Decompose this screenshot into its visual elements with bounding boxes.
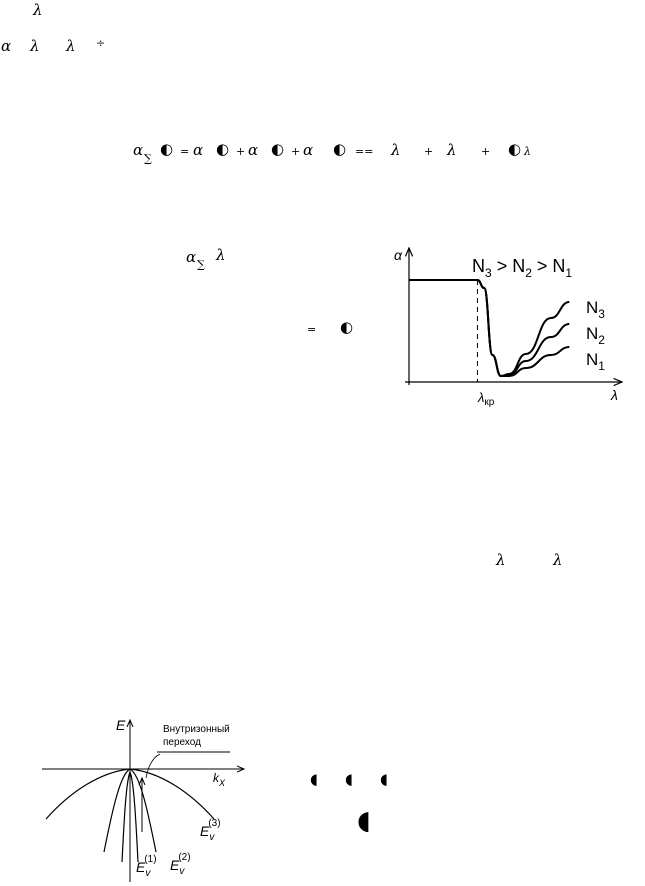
band-structure-diagram [40,712,250,882]
transition-label: Внутризонный [163,724,230,735]
eq-lambda-2: λ [447,141,457,159]
ev1-label: $E_v(1)$ [136,854,157,879]
top-alpha: α [1,37,12,55]
x-axis-label: λ [611,387,618,403]
eq-double-equals: == [355,145,374,158]
mid2-lambda-1: λ [496,551,506,569]
ev3-label: $E_v(3)$ [200,818,221,843]
bottom-glyph-1: ◖ [310,770,318,788]
bottom-glyph-big: ◖ [357,806,371,836]
top-lambda-3: λ [66,37,76,55]
critical-wavelength-label: $\lambda_{кр}$ [478,390,495,408]
mid2-lambda-2: λ [553,551,563,569]
eq-alpha-3: α [303,141,314,159]
light-band-right [130,769,156,852]
series-n1 [409,280,569,376]
top-divide: ÷ [96,37,106,50]
top-lambda-1: λ [33,1,43,19]
eq-alpha-2: α [248,141,259,159]
eq-plus-1: + [236,145,246,158]
split-band-right [130,772,138,862]
eq-plus-2: + [291,145,301,158]
absorption-chart [390,240,630,420]
bottom-glyph-2: ◖ [345,770,353,788]
eq-alpha-sigma: α [133,141,144,159]
kx-label: $k_X$ [213,771,226,788]
split-band-left [122,772,130,862]
transition-label-2: переход [163,737,201,748]
top-lambda-2: λ [30,37,40,55]
eq-glyph-5: ◐ [508,140,522,158]
eq-lambda-tail: λ [524,145,531,158]
mid-sigma-sub: ∑ [197,258,205,271]
eq-glyph-4: ◐ [333,140,347,158]
label-n3: $N_3$ [586,298,605,321]
bottom-glyph-3: ◖ [380,770,388,788]
eq-glyph-2: ◐ [216,140,230,158]
eq-lambda-1: λ [391,141,401,159]
mid-glyph: ◐ [340,318,354,336]
mid-equals: = [307,323,317,336]
ev2-label: $E_v(2)$ [170,852,191,877]
eq-equals: = [180,145,190,158]
eq-glyph-3: ◐ [271,140,285,158]
mid-lambda: λ [216,246,226,264]
eq-plus-3: + [424,145,434,158]
y-axis-label: α [394,247,402,263]
eq-glyph-1: ◐ [160,140,174,158]
label-n2: $N_2$ [586,324,605,347]
light-band-left [104,769,130,852]
eq-sigma-sub: ∑ [144,152,152,165]
mid-alpha: α [186,248,197,266]
chart-title: $N_3 > N_2 > N_1$ [472,256,573,280]
eq-plus-4: + [481,145,491,158]
e-axis-label: E [116,717,126,733]
eq-alpha-1: α [193,141,204,159]
label-n1: $N_1$ [586,350,605,373]
